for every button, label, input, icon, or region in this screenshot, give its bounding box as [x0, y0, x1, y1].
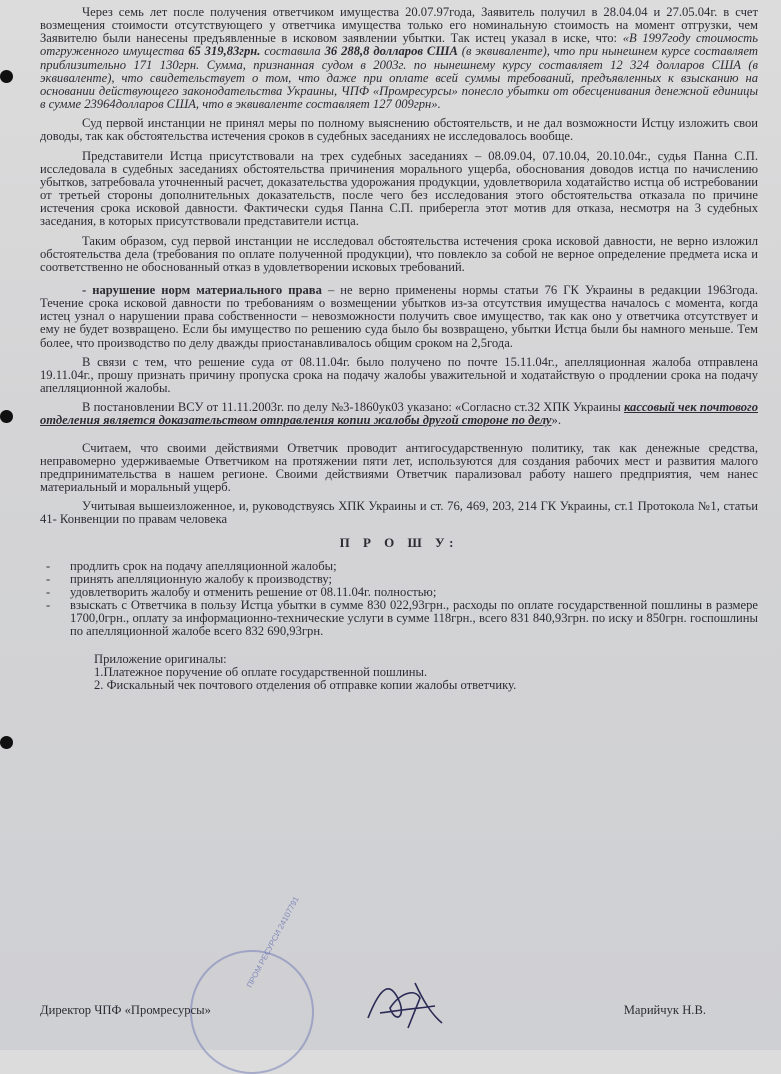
punch-hole: [0, 410, 13, 423]
paragraph-4: Таким образом, суд первой инстанции не исследовал обстоятельства истечения срока исковой давности, не верно изложил обстоятельства дела (требования по оплате полученной продукции), что повлекло за собой не верное определение предмета иска и соответственно не обоснованный отказ в удовлетворении исковых требований.: [40, 233, 758, 274]
amount-usd: 36 288,8 долларов США: [324, 44, 458, 59]
document-body: [40, 6, 758, 692]
attachments: [40, 653, 758, 692]
attachment-item: 2. Фискальный чек почтового отделения об отправке копии жалобы ответчику.: [94, 677, 517, 692]
amount-uah: 65 319,83грн.: [188, 44, 261, 59]
signer-title: Директор ЧПФ «Промресурсы»: [40, 1003, 211, 1017]
paragraph-1: Через семь лет после получения ответчиком имущества 20.07.97года, Заявитель получил в 28.04.04 и 27.05.04г. в счет возмещения стоимости отсутствующего у ответчика имущества только его номинальную стоимость на момент отгрузки, чем Заявителю были нанесены предъявленные в исковом заявлении убытки. Так истец указал в иске, что: «В 1997году стоимость отгруженного имущества 65 319,83грн. составила 36 288,8 долларов США (в эквиваленте), что при нынешнем курсе составляет приблизительно 171 130грн. Сумма, признанная судом в 2003г. по нынешнему курсу составляет 12 324 долларов США (в эквиваленте), что свидетельствует о том, что даже при оплате всей суммы требований, предъявленных к взысканию на основании действующего законодательства Украины, ЧПФ «Промресурсы» понесло убытки от обесценивания денежной единицы в сумме 23964долларов США, что в эквиваленте составляет 127 009грн».: [40, 5, 759, 112]
request-list: [40, 560, 758, 639]
quoted-ruling: кассовый чек почтового отделения является доказательством отправления копии жалобы другой стороне по делу: [40, 400, 758, 428]
request-item: - продлить срок на подачу апелляционной жалобы;: [40, 560, 758, 573]
punch-hole: [0, 736, 13, 749]
paragraph-3: Представители Истца присутствовали на трех судебных заседаниях – 08.09.04, 07.10.04, 20.10.04г., судья Панна С.П. исследовала в судебных заседаниях обстоятельства причинения морального ущерба, обоснования доводов истца по начислению убытков, затребовала уточненный расчет, доказательства удорожания продукции, удовлетворила ходатайство истца об истребовании от третьей стороны дополнительных доказательств, после чего без исследования этого обстоятельства отказала по причине истечения срока исковой давности. Фактически судья Панна С.П. приберегла этот мотив для отказа, несмотря на 3 судебных заседания, в которых присутствовали представители истца.: [40, 148, 758, 229]
request-item: - удовлетворить жалобу и отменить решение от 08.11.04г. полностью;: [40, 586, 758, 599]
signature-block: [40, 1003, 758, 1023]
punch-hole: [0, 70, 13, 83]
paragraph-6: В связи с тем, что решение суда от 08.11.04г. было получено по почте 15.11.04г., апелляционная жалоба отправлена 19.11.04г., прошу признать причину пропуска срока на подачу жалобы уважительной и ходатайствую о продлении срока на подачу апелляционной жалобы.: [40, 354, 758, 396]
attachment-item: 1.Платежное поручение об оплате государственной пошлины.: [94, 664, 428, 679]
paragraph-5: - нарушение норм материального права – не верно применены нормы статьи 76 ГК Украины в редакции 1963года. Течение срока исковой давности по требованиям о возмещении убытков из-за отсутствия имущества началось с момента, когда истец узнал о нарушении права собственности – невозможности получить свое имущество, так как оно у ответчика отсутствует и ему не будет возвращено. Если бы имущество по решению суда было бы возвращено, убытки Истца были бы намного меньше. Тем более, что производство по делу дважды приостанавливалось общим сроком на 2,5года.: [40, 282, 758, 350]
request-item: - взыскать с Ответчика в пользу Истца убытки в сумме 830 022,93грн., расходы по оплате государственной пошлины в размере 1700,0грн., оплату за информационно-технические услуги в сумме 118грн., всего 831 840,93грн. по иску и 850грн. госпошлины по апелляционной жалобе всего 832 690,93грн.: [40, 599, 758, 638]
paragraph-7: В постановлении ВСУ от 11.11.2003г. по делу №3-1860ук03 указано: «Согласно ст.32 ХПК Украины кассовый чек почтового отделения является доказательством отправления копии жалобы другой стороне по делу».: [40, 400, 758, 428]
paragraph-2: Суд первой инстанции не принял меры по полному выяснению обстоятельств, и не дал возможности Истцу изложить свои доводы, так как обстоятельства истечения сроков в судебных заседаниях не исследовалось вообще.: [40, 116, 758, 144]
attachments-title: Приложение оригиналы:: [94, 651, 227, 666]
paragraph-8: Считаем, что своими действиями Ответчик проводит антигосударственную политику, так как денежные средства, неправомерно удерживаемые Ответчиком на протяжении пяти лет, используются для создания рабочих мест и развития малого предпринимательства в нашем регионе. Своими действиями Ответчик парализовал работу нашего предприятия, чем нанес материальный и моральный ущерб.: [40, 440, 758, 494]
request-heading: П Р О Ш У:: [339, 535, 459, 551]
paragraph-9: Учитывая вышеизложенное, и, руководствуясь ХПК Украины и ст. 76, 469, 203, 214 ГК Украины, ст.1 Протокола №1, статьи 41- Конвенции по правам человека: [40, 499, 758, 527]
signer-name: Марийчук Н.В.: [623, 1003, 706, 1017]
section-heading: - нарушение норм материального права: [82, 282, 322, 297]
request-item: - принять апелляционную жалобу к производству;: [40, 573, 758, 586]
stamp-text: ПРОМ РЕСУРСИ 24107791: [245, 895, 301, 990]
